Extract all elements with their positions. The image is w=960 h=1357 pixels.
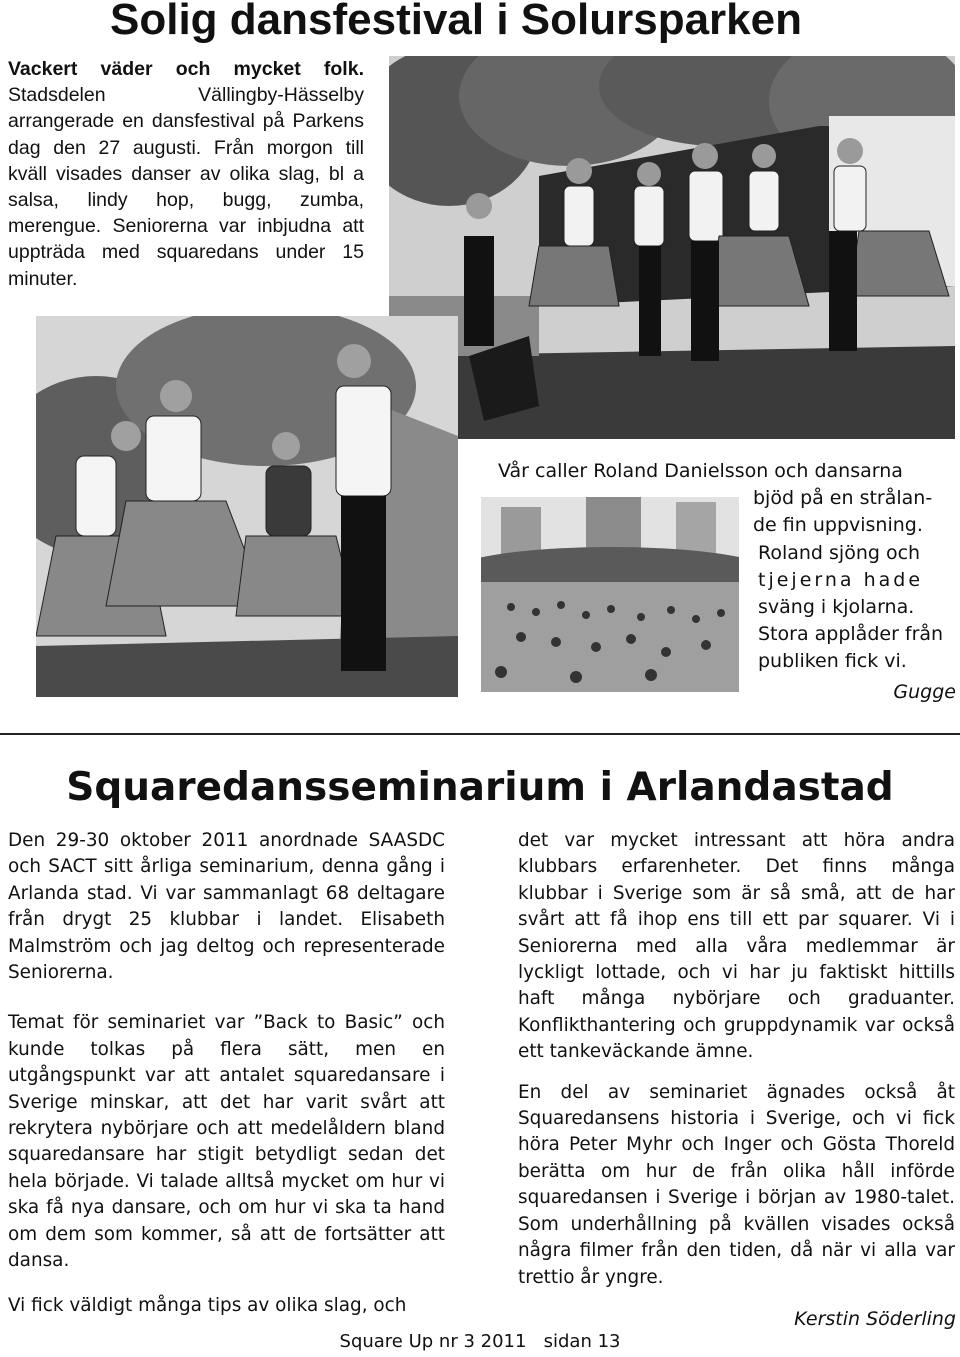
intro-lead: Vackert väder och mycket folk. bbox=[8, 58, 364, 80]
caption-line: de fin uppvisning. bbox=[753, 514, 923, 537]
paragraph: Temat för seminariet var ”Back to Basic” och kunde tolkas på flera sätt, men en utgångspunkt var att antalet squaredansare i Sverige minskar, att det har varit svårt att rekrytera nybörjare och att medelåldern bland squaredansare har stigit betydligt sedan det hela började. Vi talade alltså mycket om hur vi ska få nya dansare, och om hur vi ska ta hand om dem som kommer, så att de fortsätter att dansa. bbox=[8, 1012, 445, 1272]
paragraph: En del av seminariet ägnades också åt Squaredansens historia i Sverige, och vi fick höra Peter Myhr och Inger och Gösta Thoreld berätta om hur de från olika håll införde squaredansen i Sverige i början av 1980-talet. Som underhållning på kvällen visades också några filmer från den tiden, då när vi alla var trettio år yngre. bbox=[518, 1081, 955, 1288]
caption-line: Roland sjöng och bbox=[758, 541, 921, 564]
photo-stage-dancers bbox=[389, 56, 955, 439]
caption-line: bjöd på en strålan- bbox=[753, 487, 933, 510]
article2-left-column bbox=[8, 828, 445, 1319]
photo-caption bbox=[498, 458, 956, 676]
caption-line: sväng i kjolarna. bbox=[758, 596, 915, 619]
caption-line: publiken fick vi. bbox=[758, 650, 907, 673]
paragraph: det var mycket intressant att höra andra klubbars erfarenheter. Det finns många klubbar i Sverige som är så små, att de har svårt att få ihop ens till ett par squarer. Vi i Seniorerna med alla våra medlemmar är lyckligt lottade, och vi har ju faktiskt hittills haft många nybörjare och graduanter. Konflikthantering och gruppdynamik var också ett tankeväckande ämne. bbox=[518, 830, 955, 1063]
caption-line: tjejerna hade bbox=[758, 568, 924, 591]
article2-right-column bbox=[518, 828, 955, 1291]
caption-line: Vår caller Roland Danielsson och dansarna bbox=[498, 460, 903, 482]
section-divider bbox=[0, 733, 960, 735]
intro-body: Stadsdelen Vällingby-Hässelby arrangerade en dansfestival på Parkens dag den 27 augusti. Från morgon till kväll visades danser av olika slag, bl a salsa, lindy hop, bugg, zumba, merengue. Seniorerna var inbjudna att uppträda med squaredans under 15 minuter. bbox=[8, 84, 364, 290]
paragraph: Vi fick väldigt många tips av olika slag, och bbox=[8, 1294, 407, 1316]
article-title-dansfestival: Solig dansfestival i Solursparken bbox=[110, 0, 802, 44]
photo-dancers-closeup bbox=[36, 316, 458, 697]
signature-kerstin: Kerstin Söderling bbox=[794, 1308, 956, 1330]
signature-gugge: Gugge bbox=[893, 681, 956, 703]
page-footer: Square Up nr 3 2011 sidan 13 bbox=[339, 1331, 621, 1352]
paragraph: Den 29-30 oktober 2011 anordnade SAASDC och SACT sitt årliga seminarium, denna gång i Arlanda stad. Vi var sammanlagt 68 deltagare från drygt 25 klubbar i landet. Elisabeth Malmström och jag deltog och representerade Seniorerna. bbox=[8, 830, 445, 984]
article-title-seminarium: Squaredansseminarium i Arlandastad bbox=[66, 765, 894, 810]
article-intro bbox=[8, 56, 364, 292]
caption-line: Stora applåder från bbox=[758, 623, 944, 646]
